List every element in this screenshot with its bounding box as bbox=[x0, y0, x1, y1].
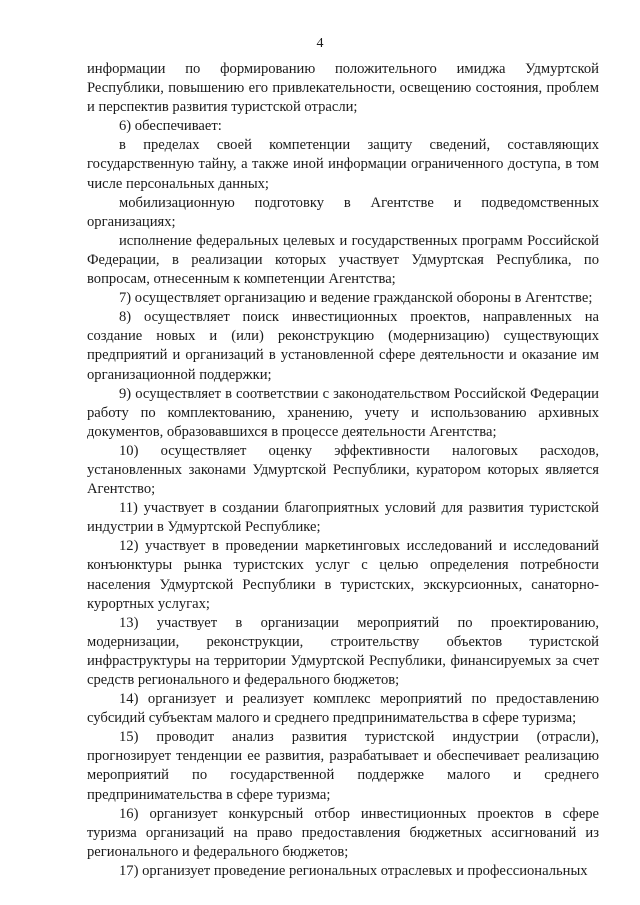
paragraph-item-12: 12) участвует в проведении маркетинговых исследований и исследований конъюнктуры рынка туристских услуг с целью определения потребности населения Удмуртской Республики в туристских, экскурсионных, санаторно-курортных услугах; bbox=[87, 538, 599, 612]
page-number: 4 bbox=[316, 36, 324, 51]
paragraph-sub-mobilization: мобилизационную подготовку в Агентстве и подведомственных организациях; bbox=[87, 194, 599, 230]
paragraph-continued: информации по формированию положительного имиджа Удмуртской Республики, повышению его привлекательности, освещению состояния, проблем и перспектив развития туристской отрасли; bbox=[87, 61, 599, 116]
paragraph-item-6: 6) обеспечивает: bbox=[119, 118, 222, 135]
paragraph-item-17: 17) организует проведение региональных отраслевых и профессиональных bbox=[119, 862, 588, 879]
paragraph-item-8: 8) осуществляет поиск инвестиционных проектов, направленных на создание новых и (или) реконструкцию (модернизацию) существующих предприятий и организаций в установленной сфере деятельности и оказание им организационной поддержки; bbox=[87, 309, 599, 383]
paragraph-item-9: 9) осуществляет в соответствии с законодательством Российской Федерации работу по комплектованию, хранению, учету и использованию архивных документов, образовавшихся в процессе деятельности Агентства; bbox=[87, 385, 599, 440]
document-body bbox=[87, 60, 599, 881]
paragraph-item-16: 16) организует конкурсный отбор инвестиционных проектов в сфере туризма организаций на право предоставления бюджетных ассигнований из регионального и федерального бюджетов; bbox=[87, 805, 599, 860]
paragraph-item-15: 15) проводит анализ развития туристской индустрии (отрасли), прогнозирует тенденции ее развития, разрабатывает и обеспечивает реализацию мероприятий по государственной поддержке малого и среднего предпринимательства в сфере туризма; bbox=[87, 729, 599, 803]
paragraph-item-13: 13) участвует в организации мероприятий по проектированию, модернизации, реконструкции, строительству объектов туристской инфраструктуры на территории Удмуртской Республики, финансируемых за счет средств регионального и федерального бюджетов; bbox=[87, 614, 599, 688]
paragraph-item-14: 14) организует и реализует комплекс мероприятий по предоставлению субсидий субъектам малого и среднего предпринимательства в сфере туризма; bbox=[87, 691, 599, 727]
paragraph-sub-programs: исполнение федеральных целевых и государственных программ Российской Федерации, в реализации которых участвует Удмуртская Республика, по вопросам, отнесенным к компетенции Агентства; bbox=[87, 232, 599, 288]
paragraph-item-10: 10) осуществляет оценку эффективности налоговых расходов, установленных законами Удмуртской Республики, куратором которых является Агентство; bbox=[87, 442, 599, 498]
paragraph-sub-secrets: в пределах своей компетенции защиту сведений, составляющих государственную тайну, а также иной информации ограниченного доступа, в том числе персональных данных; bbox=[87, 137, 599, 192]
paragraph-item-11: 11) участвует в создании благоприятных условий для развития туристской индустрии в Удмуртской Республике; bbox=[87, 500, 599, 536]
paragraph-item-7: 7) осуществляет организацию и ведение гражданской обороны в Агентстве; bbox=[119, 290, 593, 307]
